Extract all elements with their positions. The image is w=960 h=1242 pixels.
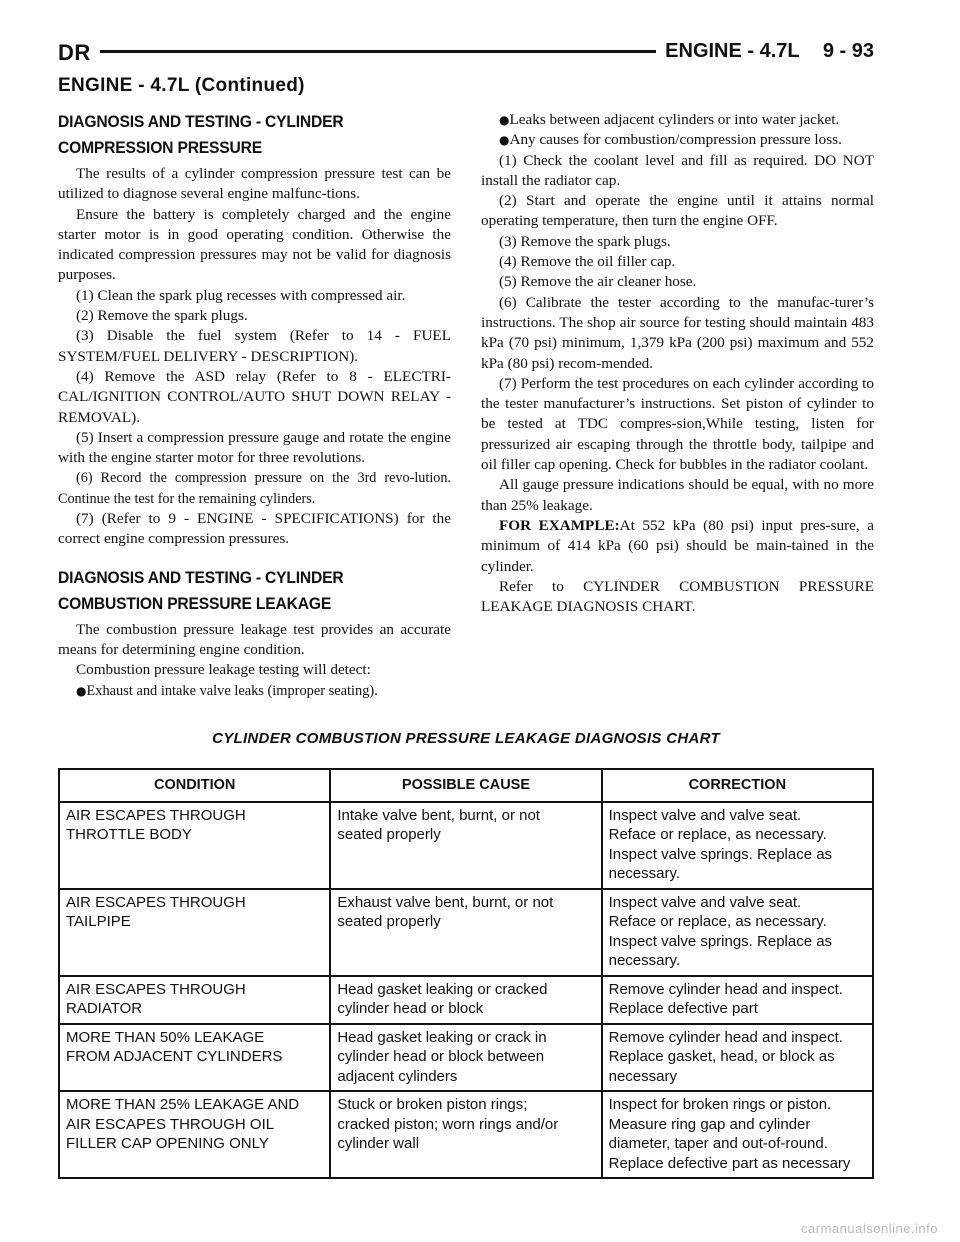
- paragraph: The results of a cylinder compression pressure test can be utilized to diagnose several engine malfunc-tions.: [58, 165, 451, 203]
- example-paragraph: FOR EXAMPLE:At 552 kPa (80 psi) input pres-sure, a minimum of 414 kPa (60 psi) should be main-tained in the cylinder.: [481, 516, 874, 575]
- bullet-item: ●Exhaust and intake valve leaks (improper seating).: [76, 682, 378, 699]
- column-header: POSSIBLE CAUSE: [330, 769, 601, 802]
- table-cell: Inspect valve and valve seat. Reface or replace, as necessary. Inspect valve springs. Replace as necessary.: [602, 802, 873, 889]
- step: (2) Start and operate the engine until it attains normal operating temperature, then turn the engine OFF.: [481, 192, 874, 230]
- step: (4) Remove the oil filler cap.: [499, 253, 676, 271]
- step: (3) Remove the spark plugs.: [499, 232, 671, 250]
- header-section-info: [665, 40, 874, 63]
- table-cell: Inspect for broken rings or piston. Measure ring gap and cylinder diameter, taper and out-of-round. Replace defective part as necessary: [602, 1091, 873, 1178]
- continued-heading: ENGINE - 4.7L (Continued): [58, 75, 305, 96]
- table-row: [59, 1024, 873, 1092]
- right-column: [481, 110, 874, 617]
- step: (3) Disable the fuel system (Refer to 14 - FUEL SYSTEM/FUEL DELIVERY - DESCRIPTION).: [58, 327, 451, 365]
- header-page-number: 9 - 93: [822, 40, 874, 62]
- table-cell: AIR ESCAPES THROUGH THROTTLE BODY: [59, 802, 330, 889]
- bullet-icon: ●: [499, 133, 510, 148]
- table-cell: Stuck or broken piston rings; cracked piston; worn rings and/or cylinder wall: [330, 1091, 601, 1178]
- step: (5) Remove the air cleaner hose.: [499, 273, 697, 291]
- table-row: [59, 1091, 873, 1178]
- compression-heading-line2: COMPRESSION PRESSURE: [58, 138, 263, 157]
- leakage-heading-line2: COMBUSTION PRESSURE LEAKAGE: [58, 593, 332, 613]
- table-cell: MORE THAN 25% LEAKAGE AND AIR ESCAPES THROUGH OIL FILLER CAP OPENING ONLY: [59, 1091, 330, 1178]
- watermark-link[interactable]: carmanualsonline.info: [801, 1221, 938, 1236]
- header-section-title: ENGINE - 4.7L: [665, 40, 800, 62]
- paragraph: All gauge pressure indications should be equal, with no more than 25% leakage.: [481, 476, 874, 514]
- table-cell: AIR ESCAPES THROUGH TAILPIPE: [59, 889, 330, 976]
- table-cell: Head gasket leaking or cracked cylinder head or block: [330, 976, 601, 1024]
- step: (7) (Refer to 9 - ENGINE - SPECIFICATIONS) for the correct engine compression pressures.: [58, 510, 451, 548]
- step: (1) Clean the spark plug recesses with compressed air.: [76, 286, 406, 304]
- bullet-icon: ●: [76, 683, 87, 698]
- chart-title: CYLINDER COMBUSTION PRESSURE LEAKAGE DIAGNOSIS CHART: [212, 730, 720, 747]
- example-label: FOR EXAMPLE:: [499, 516, 620, 534]
- paragraph: Combustion pressure leakage testing will detect:: [76, 661, 371, 679]
- paragraph: Ensure the battery is completely charged and the engine starter motor is in good operating condition. Otherwise the indicated compression pressures may not be valid for diagnosis purposes.: [58, 205, 451, 284]
- paragraph: The combustion pressure leakage test provides an accurate means for determining engine condition.: [58, 620, 451, 658]
- step: (6) Record the compression pressure on the 3rd revo-lution. Continue the test for the remaining cylinders.: [58, 470, 451, 507]
- page-header: [58, 38, 874, 68]
- column-header: CORRECTION: [602, 769, 873, 802]
- table-cell: Head gasket leaking or crack in cylinder head or block between adjacent cylinders: [330, 1024, 601, 1092]
- step: (7) Perform the test procedures on each cylinder according to the tester manufacturer’s instructions. Set piston of cylinder to be tested at TDC compres-sion,While testing, listen for pressurized air escaping through the throttle body, tailpipe and oil filler cap opening. Check for bubbles in the radiator coolant.: [481, 374, 874, 474]
- step: (4) Remove the ASD relay (Refer to 8 - ELECTRI-CAL/IGNITION CONTROL/AUTO SHUT DOWN RELAY - REMOVAL).: [58, 367, 451, 426]
- paragraph: Refer to CYLINDER COMBUSTION PRESSURE LEAKAGE DIAGNOSIS CHART.: [481, 577, 874, 616]
- step: (6) Calibrate the tester according to the manufac-turer’s instructions. The shop air source for testing should maintain 483 kPa (70 psi) minimum, 1,379 kPa (200 psi) maximum and 552 kPa (80 psi) recom-mended.: [481, 293, 874, 372]
- step: (5) Insert a compression pressure gauge and rotate the engine with the engine starter motor for three revolutions.: [58, 428, 451, 467]
- table-cell: Inspect valve and valve seat. Reface or replace, as necessary. Inspect valve springs. Replace as necessary.: [602, 889, 873, 976]
- column-header: CONDITION: [59, 769, 330, 802]
- step: (1) Check the coolant level and fill as required. DO NOT install the radiator cap.: [481, 151, 874, 189]
- header-rule: [100, 50, 656, 53]
- table-cell: MORE THAN 50% LEAKAGE FROM ADJACENT CYLINDERS: [59, 1024, 330, 1092]
- table-cell: Remove cylinder head and inspect. Replace defective part: [602, 976, 873, 1024]
- compression-heading-line1: DIAGNOSIS AND TESTING - CYLINDER: [58, 112, 344, 131]
- table-cell: Remove cylinder head and inspect. Replace gasket, head, or block as necessary: [602, 1024, 873, 1092]
- table-row: [59, 802, 873, 889]
- table-row: [59, 976, 873, 1024]
- step: (2) Remove the spark plugs.: [76, 307, 248, 325]
- left-column: [58, 110, 451, 701]
- bullet-item: ●Any causes for combustion/compression pressure loss.: [499, 131, 842, 149]
- table-row: [59, 889, 873, 976]
- leakage-heading-line1: DIAGNOSIS AND TESTING - CYLINDER: [58, 567, 344, 587]
- table-cell: Intake valve bent, burnt, or not seated properly: [330, 802, 601, 889]
- bullet-item: ●Leaks between adjacent cylinders or into water jacket.: [499, 111, 840, 128]
- table-cell: AIR ESCAPES THROUGH RADIATOR: [59, 976, 330, 1024]
- bullet-icon: ●: [499, 113, 510, 127]
- diagnosis-table: [58, 768, 874, 1179]
- table-header-row: [59, 769, 873, 802]
- header-model-code: DR: [58, 40, 91, 65]
- table-cell: Exhaust valve bent, burnt, or not seated properly: [330, 889, 601, 976]
